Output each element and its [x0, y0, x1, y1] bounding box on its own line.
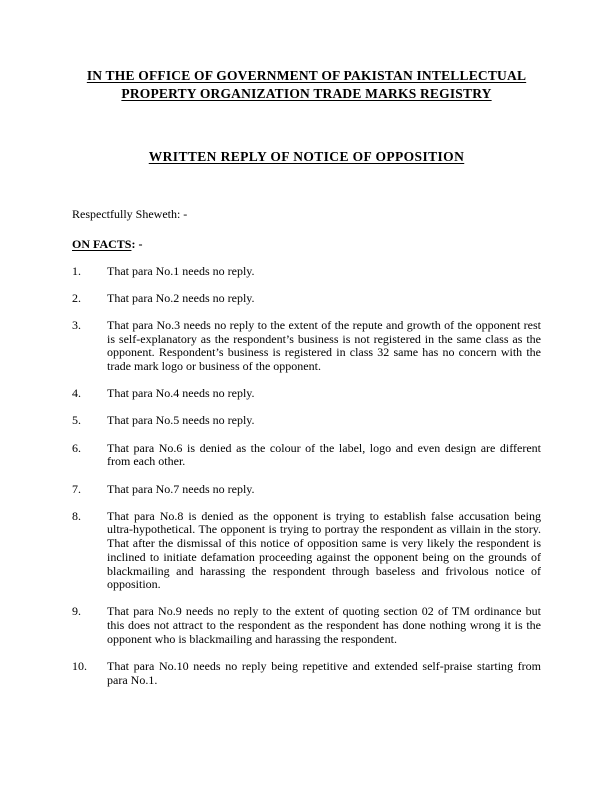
- item-text: That para No.4 needs no reply.: [107, 386, 255, 401]
- list-item: [72, 605, 541, 646]
- list-item: [72, 442, 541, 469]
- document-title-text: WRITTEN REPLY OF NOTICE OF OPPOSITION: [148, 149, 465, 164]
- item-number: 2.: [72, 290, 81, 305]
- item-number: 7.: [72, 481, 81, 496]
- item-number: 9.: [72, 604, 81, 619]
- item-text: That para No.5 needs no reply.: [107, 413, 255, 428]
- item-text: That para No.2 needs no reply.: [107, 290, 255, 305]
- list-item: [72, 510, 541, 592]
- item-number: 4.: [72, 386, 81, 401]
- item-text: That para No.8 is denied as the opponent is trying to establish false accusation being ultra-hypothetical. The opponent is trying to portray the respondent as villain in the story. That after the dismissal of this notice of opposition same is very likely the respondent is inclined to initiate defamation proceeding against the opponent being on the grounds of blackmailing and harassing the respondent through baseless and frivolous notice of opposition.: [107, 508, 541, 592]
- list-item: [72, 483, 541, 497]
- document-title: [72, 148, 541, 166]
- item-number: 8.: [72, 508, 81, 523]
- section-heading-label: ON FACTS: [72, 236, 132, 251]
- item-text: That para No.3 needs no reply to the extent of the repute and growth of the opponent rest is self-explanatory as the respondent’s business is not registered in the same class as the opponent. Respondent’s business is registered in class 32 same has no concern with the trade mark logo or business of the opponent.: [107, 317, 541, 374]
- item-number: 5.: [72, 413, 81, 428]
- facts-list: [72, 265, 541, 688]
- salutation: Respectfully Sheweth: -: [72, 206, 188, 221]
- list-item: [72, 387, 541, 401]
- item-text: That para No.9 needs no reply to the extent of quoting section 02 of TM ordinance but this does not attract to the respondent as the respondent has done nothing wrong it is the opponent who is blackmailing and harassing the respondent.: [107, 604, 541, 646]
- item-number: 10.: [72, 659, 87, 674]
- item-number: 6.: [72, 440, 81, 455]
- list-item: [72, 414, 541, 428]
- court-heading-text: IN THE OFFICE OF GOVERNMENT OF PAKISTAN INTELLECTUAL PROPERTY ORGANIZATION TRADE MARKS REGISTRY: [86, 68, 527, 101]
- section-heading: [72, 237, 541, 251]
- item-number: 1.: [72, 263, 81, 278]
- item-text: That para No.10 needs no reply being repetitive and extended self-praise starting from para No.1.: [107, 659, 541, 687]
- item-text: That para No.6 is denied as the colour of the label, logo and even design are different from each other.: [107, 440, 541, 469]
- list-item: [72, 292, 541, 306]
- court-heading: [72, 67, 541, 102]
- list-item: [72, 660, 541, 687]
- item-number: 3.: [72, 317, 81, 332]
- item-text: That para No.1 needs no reply.: [107, 263, 255, 278]
- item-text: That para No.7 needs no reply.: [107, 481, 255, 496]
- list-item: [72, 319, 541, 374]
- list-item: [72, 265, 541, 279]
- section-heading-suffix: : -: [131, 236, 143, 251]
